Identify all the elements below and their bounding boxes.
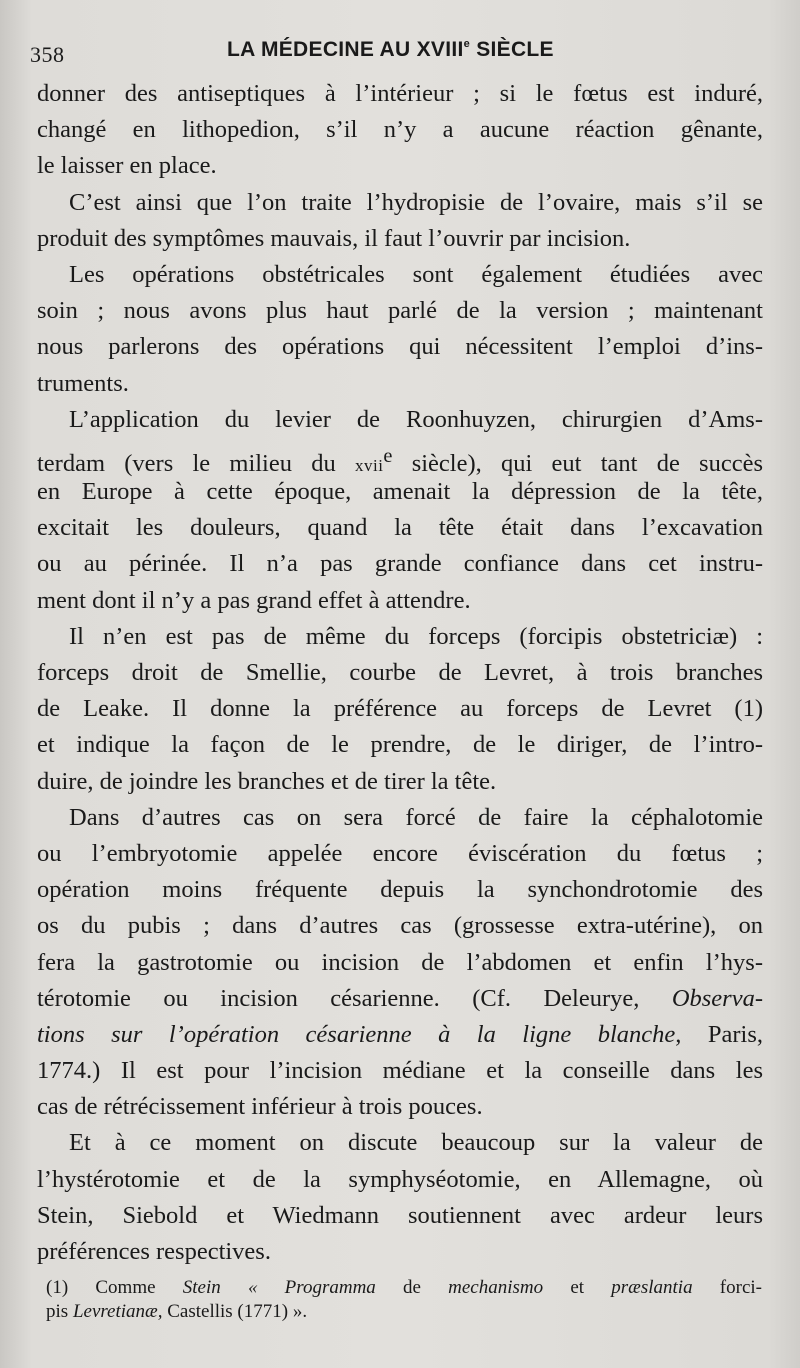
running-title-superscript: e <box>463 38 471 50</box>
text-line: C’est ainsi que l’on traite l’hydropisie de l’ovaire, mais s’il se <box>69 188 763 216</box>
text-line: Les opérations obstétricales sont également étudiées avec <box>69 260 763 288</box>
running-title <box>227 38 554 62</box>
text-line <box>37 1017 763 1053</box>
century-superscript: e <box>383 444 393 467</box>
footnote-line <box>46 1276 762 1300</box>
footnote-italic: præslantia <box>611 1277 693 1298</box>
text-fragment: Paris, <box>681 1020 763 1048</box>
text-line: donner des antiseptiques à l’intérieur ; si le fœtus est induré, <box>37 80 763 107</box>
text-line <box>37 438 763 478</box>
text-line: opération moins fréquente depuis la synchondrotomie des <box>37 876 763 904</box>
running-title-end: SIÈCLE <box>470 38 554 61</box>
text-line: cas de rétrécissement inférieur à trois pouces. <box>37 1093 483 1121</box>
footnote-fragment: et <box>543 1277 612 1298</box>
footnote-fragment: pis <box>46 1301 73 1322</box>
text-line: fera la gastrotomie ou incision de l’abdomen et enfin l’hys- <box>37 948 763 976</box>
text-line: préférences respectives. <box>37 1238 271 1265</box>
footnote-fragment: de <box>375 1277 449 1298</box>
text-line: en Europe à cette époque, amenait la dépression de la tête, <box>37 478 763 506</box>
text-fragment: térotomie ou incision césarienne. (Cf. Deleurye, <box>37 984 672 1012</box>
text-line: et indique la façon de le prendre, de le diriger, de l’intro- <box>37 731 763 759</box>
text-fragment: terdam (vers le milieu du <box>37 450 355 478</box>
text-line: changé en lithopedion, s’il n’y a aucune réaction gênante, <box>37 116 763 144</box>
text-line: truments. <box>37 369 129 397</box>
text-line: 1774.) Il est pour l’incision médiane et la conseille dans les <box>37 1057 763 1085</box>
text-line: duire, de joindre les branches et de tirer la tête. <box>37 767 497 795</box>
text-line: ment dont il n’y a pas grand effet à attendre. <box>37 586 471 614</box>
footnote <box>46 1276 762 1324</box>
text-fragment: siècle), qui eut tant de succès <box>392 450 763 478</box>
text-line: Et à ce moment on discute beaucoup sur la valeur de <box>69 1129 763 1157</box>
body-text <box>37 76 763 1270</box>
footnote-italic: mechanismo <box>448 1277 544 1298</box>
text-line: os du pubis ; dans d’autres cas (grossesse extra-utérine), on <box>37 912 763 940</box>
text-line: le laisser en place. <box>37 152 217 180</box>
text-line: nous parlerons des opérations qui nécessitent l’emploi d’ins- <box>37 333 763 361</box>
footnote-italic: Levretianæ, <box>72 1301 163 1322</box>
text-line: Dans d’autres cas on sera forcé de faire la céphalotomie <box>69 803 763 831</box>
text-line: l’hystérotomie et de la symphyséotomie, en Allemagne, où <box>37 1165 763 1193</box>
italic-title: tions sur l’opération césarienne à la ligne blanche, <box>37 1020 682 1048</box>
footnote-fragment: (1) Comme <box>46 1277 183 1298</box>
footnote-line <box>46 1300 762 1324</box>
text-line: produit des symptômes mauvais, il faut l’ouvrir par incision. <box>37 224 631 252</box>
footnote-fragment: forci- <box>692 1277 762 1298</box>
italic-title: Observa- <box>671 984 763 1012</box>
text-line: excitait les douleurs, quand la tête était dans l’excavation <box>37 514 763 542</box>
footnote-fragment: Castellis (1771) ». <box>162 1301 308 1322</box>
text-line: de Leake. Il donne la préférence au forceps de Levret (1) <box>37 695 763 723</box>
page-header <box>30 30 770 70</box>
text-line: L’application du levier de Roonhuyzen, chirurgien d’Ams- <box>69 405 763 433</box>
text-line: Stein, Siebold et Wiedmann soutiennent avec ardeur leurs <box>37 1201 763 1229</box>
century-numeral: xvii <box>354 456 384 476</box>
text-line <box>37 981 763 1017</box>
running-title-main: LA MÉDECINE AU XVIII <box>227 38 464 61</box>
page-number: 358 <box>30 42 65 67</box>
text-line: Il n’en est pas de même du forceps (forcipis obstetriciæ) : <box>69 622 763 650</box>
text-line: soin ; nous avons plus haut parlé de la version ; maintenant <box>37 297 763 325</box>
text-line: ou l’embryotomie appelée encore éviscération du fœtus ; <box>37 839 763 867</box>
footnote-italic: Stein « Programma <box>182 1277 376 1298</box>
text-line: ou au périnée. Il n’a pas grande confiance dans cet instru- <box>37 550 763 578</box>
text-line: forceps droit de Smellie, courbe de Levret, à trois branches <box>37 659 763 686</box>
